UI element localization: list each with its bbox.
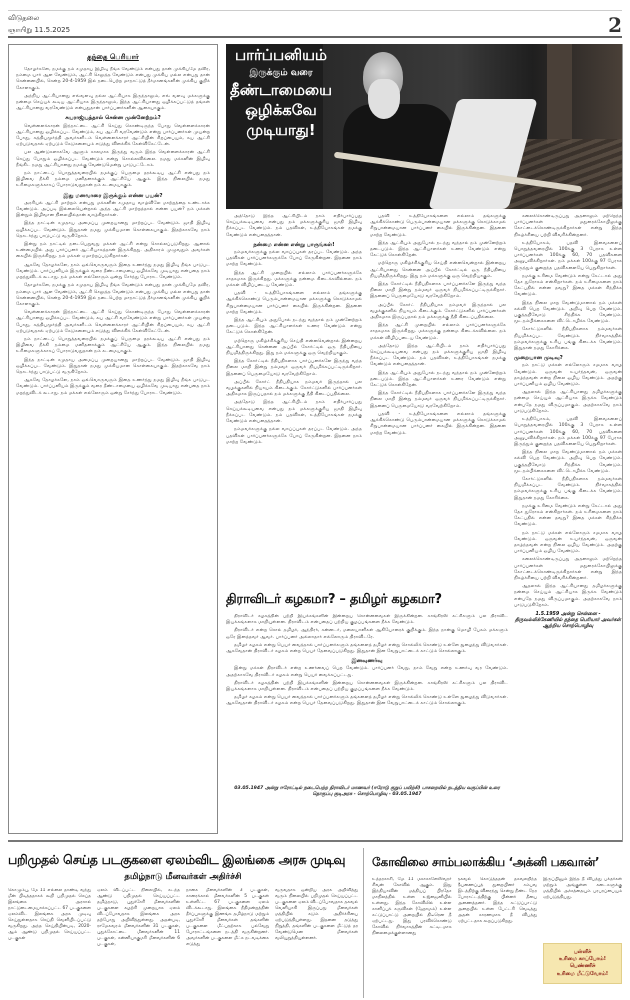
paragraph: இந்த கோர்ட்டில் நீதிபதிகளாக பார்ப்பனர்களே இருந்து வந்த நிலை மாறி இன்று நம்மவர் ஒருவர் நியமிக்கப்பட்டிருக்கிறார். இதனைப் பெருமையோடு வரவேற்கிறோம். [226,359,362,377]
paragraph: இந்த கோர்ட்டில் நீதிபதிகளாக பார்ப்பனர்களே இருந்து வந்த நிலை மாறி இன்று நம்மவர் ஒருவர் நியமிக்கப்பட்டிருக்கிறார். இதனைப் பெருமையோடு வரவேற்கிறோம். [370,391,506,409]
article-column: ஏலம் விடப்பட்ட நிலையில், கடந்த ஆண்டு பறிமுதல் செய்யப்பட்ட தமிழ்நாடு, புதுச்சேரி மீனவர்களின் படகுகளை சுழற்சி முறையாக ஏலம் விடப்போவதாக இலங்கை அரசு தற்போது அறிவித்துள்ளது. அதன்படி, ராமேசுவரம் மீனவர்களின் 31 படகுகள், புதுக்கோட்டை மீனவர்களின் 11 படகுகள், கன்னியாகுமரி மீனவர்களின் 6 படகுகள், [97,888,180,947]
paragraph: இந்த ஆட்சியும் அதுபோல் நடந்து வந்தால் நம் முன்னேற்றம் தடைபடும். இந்த ஆட்சியாளர்கள் உணர வேண்டும் என்று கேட்டுக் கொள்கிறேன். [370,240,506,259]
paragraph: இன்று நம் நாட்டில் நடைபெறுவது மக்கள் ஆட்சி என்று சொல்லப்படுகிறது. ஆனால் உண்மையில் அது பார்ப்பனர் ஆட்சியாகத்தான் இருக்கிறது. அதிகாரம் முழுவதும் அவர்கள் கையில் இருக்கிறது. நம் மக்கள் ஏமாற்றப்படுகிறார்கள். [16,242,210,260]
paragraph: பதவி - உத்தியோகங்களை எல்லாம் தங்களுக்கு ஆக்கிக்கொண்டு பெரும்பான்மையான மக்களுக்கு கொடுக்காமல் சிறுபான்மையான பார்ப்பனர் கையில் இருக்கின்றன. இதனை மாற்ற வேண்டும். [226,291,362,315]
periyar-quote-box [8,44,218,834]
hero-headline-line: இருக்கும் வரை [249,67,313,78]
paragraph: இன்று மக்கள் திராவிடர் என்ற உணர்வைப் பெற வேண்டும். பார்ப்பனர் வேறு, நாம் வேறு என்ற உணர்வு வர வேண்டும். அதற்காகவே திராவிடர் கழகம் என்று பெயர் வைக்கப்பட்டது. [226,666,508,678]
hero-headline-line: பார்ப்பனியம் [234,46,328,64]
section-divider [8,840,622,842]
hero-banner [226,44,622,209]
paragraph: தமிழர் கழகம் என்று பெயர் வைத்தால் பார்ப்பனர்களும் தங்களைத் தமிழர் என்று சொல்லிக் கொண்டு உள்ளே நுழைந்து விடுவார்கள். ஆகவேதான் திராவிடர் கழகம் என்ற பெயர் தேவைப்படுகிறது. இதுதான் இன வேறுபாட்டைக் காட்டும் சொல்லாகும். [226,642,508,655]
dravidar-caption: 03.05.1947 அன்று ஈரோட்டில் நடைபெற்ற திராவிடர் மாணவர் (ஈரோடு குறுப் பயிற்சி) பாசறையில் நடத்திய வகுப்பின் உரை தொகுப்பு குடிஅரசு - சொற்பொழிவு - 03.05.1947 [234,786,500,797]
paragraph: அத்தோடு இந்த ஆட்சியிடம் நாம் எதிர்பார்ப்பது செய்யக்கூடியவை என்பது நம் மக்களுக்குரிய ஜாதி இழிவு நீக்கப்பட வேண்டும். நம் பதவிகள், உத்தியோகங்கள் நமக்கு வேண்டும் என்பதைத்தான். [226,214,362,238]
temple-headline: கோவிலை சாம்பலாக்கிய ‘அக்னி பகவான்’ [372,855,600,869]
subheading: இது மனவாரை இருக்கும் என்ன பயன்? [63,192,163,199]
paragraph: அத்தோடு இந்த ஆட்சியிடம் நாம் எதிர்பார்ப்பது செய்யக்கூடியவை என்பது நம் மக்களுக்குரிய ஜாதி இழிவு நீக்கப்பட வேண்டும். நம் பதவிகள், உத்தியோகங்கள் நமக்கு வேண்டும் என்பதைத்தான். [370,343,506,368]
paragraph: இந்த நிலை மாற வேண்டுமானால் நம் மக்கள் கல்வி பெற வேண்டும். அறிவு பெற வேண்டும். பகுத்தறிவோடு சிந்திக்க வேண்டும். மூடநம்பிக்கைகளை விட்டொழிக்க வேண்டும். [514,450,622,474]
article-column: வருவதாக ஒன்றிய அரசு அறிவித்து வரும் நிலையில் பறிமுதல் செய்யப்பட்ட படகுகளை ஏலம் விடப்போவதாக தகவல் வெளியாகி இருப்பது மீனவர்கள் மத்தியில் கடும் அதிர்ச்சியை ஏற்படுத்தியுள்ளது. இதனை தடுத்து நிறுத்தி, தங்களின் படகுகளை மீட்டுத் தர வேண்டுமென மீனவர்கள் வலியுறுத்தியுள்ளனர். [275,888,358,941]
fisher-headline: பறிமுதல் செய்த படகுகளை ஏலம்விட இலங்கை அரசு முடிவு [8,852,346,867]
paragraph: பதவி - உத்தியோகங்களை எல்லாம் தங்களுக்கு ஆக்கிக்கொண்டு பெரும்பான்மையான மக்களுக்கு கொடுக்காமல் சிறுபான்மையான பார்ப்பனர் கையில் இருக்கின்றன. இதனை மாற்ற வேண்டும். [370,214,506,238]
subheading: நன்மை என்ன என்று பாருங்கள்! [253,241,335,248]
paragraph: தமிழர் கழகம் என்று பெயர் வைத்தால் பார்ப்பனர்களும் தங்களைத் தமிழர் என்று சொல்லிக் கொண்டு உள்ளே நுழைந்து விடுவார்கள். ஆகவேதான் திராவிடர் கழகம் என்ற பெயர் தேவைப்படுகிறது. இதுதான் இன வேறுபாட்டைக் காட்டும் சொல்லாகும். [226,695,508,707]
paragraph: கோர்ட்டுகளில் நீதிபதிகளாக நம்மவர்கள் நியமிக்கப்பட வேண்டும். நிர்வாகத்தில் நம்மவர்களுக்கு உரிய பங்கு கிடைக்க வேண்டும். இதுதான் நமது கோரிக்கை. [514,476,622,501]
slogan-line: பெண்ணிச் [569,963,596,970]
paragraph: கலைக்கொண்டிருப்பது அதனாலும் மற்றெந்த பார்ப்பனர்கள் மதுரைக்கோயிலுக்கு கோட்டைக்கொண்டிருக்கிறார்கள் என்று இந்த நிகழ்ச்சியை பற்றி விவரிக்கின்றனர். [514,214,622,238]
slogan-line: பள்ளிச் [573,949,592,955]
paragraph: மற்றொரு மகிழ்ச்சிக்குரிய செய்தி என்னவென்றால் இன்றைய ஆட்சியானது சென்னை அப்பீல் கோர்ட்டில் ஒரு நீதிபதியை நியமித்திருக்கிறது. இது நம் மக்களுக்கு ஒரு வெற்றியாகும். [226,338,362,357]
paragraph: அத்தோடு இந்த ஆட்சியிடம் நாம் எதிர்பார்ப்பது செய்யக்கூடியவை என்பது நம் மக்களுக்குரிய ஜாதி இழிவு நீக்கப்பட வேண்டும். நம் பதவிகள், உத்தியோகங்கள் நமக்கு வேண்டும் என்பதைத்தான். [226,400,362,425]
paragraph: இந்த ஆட்சியும் அதுபோல் நடந்து வந்தால் நம் முன்னேற்றம் தடைபடும். இந்த ஆட்சியாளர்கள் உணர வேண்டும் என்று கேட்டுக் கொள்கிறேன். [226,318,362,336]
left-column-body [16,67,210,832]
paragraph: அப்பீல் கோர்ட் நீதிபதியாக நம்மவர் இருந்தால் பல வழக்குகளில் நியாயம் கிடைக்கும். கோர்ட்டுகளில் பார்ப்பனர்கள் அதிகமாக இருப்பதால் நம் மக்களுக்கு நீதி கிடைப்பதில்லை. [226,379,362,398]
issue-date: ஞாயிறு 11.5.2025 [8,26,71,34]
middle-column-2 [370,214,506,584]
paragraph: ஆகவே தோழர்களே, நாம் ஒவ்வொருவரும் இதை உணர்ந்து நமது இழிவு நீங்க பாடுபட வேண்டும். பார்ப்பனியம் இருக்கும் வரை தீண்டாமையை ஒழிக்கவே முடியாது என்பதை நாம் மறந்துவிடக் கூடாது. நம் மக்கள் எல்லோரும் ஒன்று சேர்ந்து போராட வேண்டும். [16,378,210,396]
slogan-box [543,943,622,984]
paragraph: ஆகவே தோழர்களே, நாம் ஒவ்வொருவரும் இதை உணர்ந்து நமது இழிவு நீங்க பாடுபட வேண்டும். பார்ப்பனியம் இருக்கும் வரை தீண்டாமையை ஒழிக்கவே முடியாது என்பதை நாம் மறந்துவிடக் கூடாது. நம் மக்கள் எல்லோரும் ஒன்று சேர்ந்து போராட வேண்டும். [16,262,210,281]
paragraph: நமக்கு உரிமை வேண்டும் என்று கேட்டால் அது தேச துரோகம் என்கிறார்கள். நம் உரிமைகளை நாம் கேட்பதில் என்ன தவறு? இதை மக்கள் சிந்திக்க வேண்டும். [514,273,622,298]
paragraph: கலைக்கொண்டிருப்பது அதனாலும் மற்றெந்த பார்ப்பனர்கள் மதுரைக்கோயிலுக்கு கோட்டைக்கொண்டிருக்கிறார்கள் என்று இந்த நிகழ்ச்சியை பற்றி விவரிக்கின்றனர். [514,557,622,581]
paragraph: நம் நாட்டைப் பொறுத்தவரையில் நமக்குப் பெருமை தரக்கூடிய ஆட்சி என்பது நம் இழிவை நீக்கி நம்மை மனிதனாக்கும் ஆட்சியே ஆகும். இந்த நிலையில் நமது உரிமைகளுக்காகப் போராடுவதுதான் நம் கடமையாகும். [16,171,210,189]
paragraph: ஆதலால் இந்த ஆட்சியானது தமிழர்களுக்கு நன்மை செய்யும் ஆட்சியாக இருக்க வேண்டும் என்பதே நமது விருப்பமாகும். அதற்காகவே நாம் பாடுபடுகிறோம். [514,390,622,414]
article-column: கொழும்பு, மே 11 எல்லை தாண்டி வந்து மீன் பிடித்ததாகக் கூறி பறிமுதல் செய்த இலங்கை அரசால் நாட்டுடைமையாக்கப்பட்ட 67 படகுகளை ஏலம்விட இலங்கை அரசு முடிவு செய்துள்ளதாக செய்தி வெளியிடப்பட்டு வருகிறது. அந்த செய்தியின்படி, 2020-ஆம் ஆண்டு பறிமுதல் செய்யப்பட்ட படகுகள் [8,888,91,941]
paragraph: நம் நாட்டு மக்கள் எல்லோரும் சமமாக வாழ வேண்டும். ஒருவன் உயர்ந்தவன், ஒருவன் தாழ்ந்தவன் என்ற நிலை ஒழிய வேண்டும். அதற்கு பார்ப்பனியம் ஒழிய வேண்டும். [514,530,622,555]
slogan-line: உரிமை மீட்டுவோம்! [556,970,609,977]
paragraph: உத்தியோகம், பதவி இவைகளைப் பொறுத்தவரையில் 100க்கு 3 பேராக உள்ள பார்ப்பனர்கள் 100க்கு 60, 70 பதவிகளை அனுபவிக்கிறார்கள். நம் மக்கள் 100க்கு 97 பேராக இருந்தும் குறைந்த பதவிகளையே பெறுகிறார்கள். [514,240,622,271]
column-border [622,44,623,842]
paragraph: திராவிடர் கழகத்தின் பற்றி இயக்கங்களின் இன்றைய சொன்னவைகள் இருக்கின்றன. காங்கிரஸ் கட்சிகளும் பல திராவிட இயக்கங்களாக மாறியுள்ளன. திராவிடம் என்பதைப் பற்றிய குழப்பங்களை நீக்க வேண்டும். [226,614,508,626]
page-number: 2 [608,13,622,37]
masthead [8,10,622,38]
middle-column-1 [226,214,362,584]
paragraph: உத்தியோகம், பதவி இவைகளைப் பொறுத்தவரையில் 100க்கு 3 பேராக உள்ள பார்ப்பனர்கள் 100க்கு 60, 70 பதவிகளை அனுபவிக்கிறார்கள். நம் மக்கள் 100க்கு 97 பேராக இருந்தும் குறைந்த பதவிகளையே பெறுகிறார்கள். [514,417,622,447]
paragraph: தோழர்களே, நமக்கு நம் சமுதாய இழிவு நீங்க வேண்டும் என்பது தான் முக்கியமே தவிர, நம்மை யார் ஆள வேண்டும், ஆட்சி செலுத்த வேண்டும் என்பது முக்கிய மல்ல என்பது தான் சென்னையில், சென்ற 20-4-1959 இல் நடைபெற்ற மாநாட்டுத் தீர்மானங்களின் முக்கிய குறிக் கோளாகும். [16,67,210,91]
paragraph: கோர்ட்டுகளில் நீதிபதிகளாக நம்மவர்கள் நியமிக்கப்பட வேண்டும். நிர்வாகத்தில் நம்மவர்களுக்கு உரிய பங்கு கிடைக்க வேண்டும். இதுதான் நமது கோரிக்கை. [514,327,622,352]
paragraph: இந்த நாட்டின் சமுதாய அமைப்பு முறையானது மாற்றப்பட வேண்டும். ஜாதி இழிவு ஒழிக்கப்பட வேண்டும். இதுதான் நமது முக்கியமான கொள்கையாகும். இதற்காகவே நாம் தொடர்ந்து பாடுபட்டு வருகிறோம். [16,221,210,239]
paragraph: நம்மவர்களுக்கு நல்ல வாய்ப்புகள் தரப்பட வேண்டும். அந்த பதவிகள் பார்ப்பனர்களுக்கே போய் சேருகின்றன. இதனை நாம் மாற்ற வேண்டும். [226,427,362,445]
right-column [514,214,622,822]
hero-headline-line: தீண்டாமையை [230,81,332,100]
dravidar-body [226,614,508,784]
paragraph: நமக்கு உரிமை வேண்டும் என்று கேட்டால் அது தேச துரோகம் என்கிறார்கள். நம் உரிமைகளை நாம் கேட்பதில் என்ன தவறு? இதை மக்கள் சிந்திக்க வேண்டும். [514,503,622,528]
speech-attribution: 1.5.1959 அன்று சென்னை - திருவல்லிக்கேணியில் தந்தை பெரியார் அவர்கள் ஆற்றிய சொற்பொழிவு [515,611,621,629]
article-column: தகவல் கொடுத்ததன் தகவலறிந்த தீயணைப்புத் துறையினர் சம்பவ இடத்திற்கு விரைந்து சென்று நீண்ட நேர போராட்டத்திற்கு பின்னர் தீயை அணைத்தனர். இந்த கட்டுப்பாட்டு அறையில் உள்ள பேட்டரி வெடித்து அதன் காரணமாக தீ விபத்து ஏற்பட்டதாக கூறப்படுகிறது. [457,877,537,924]
paragraph: ஆதலால் இந்த ஆட்சியானது தமிழர்களுக்கு நன்மை செய்யும் ஆட்சியாக இருக்க வேண்டும் என்பதே நமது விருப்பமாகும். அதற்காகவே நாம் பாடுபடுகிறோம். [514,584,622,608]
paragraph: வெள்ளைக்காரன் இந்நாட்டை ஆட்சி செய்து கொண்டிருந்த போது வெள்ளைக்காரன் ஆட்சியானது ஒழிக்கப்பட வேண்டும், சுய ஆட்சி வரவேண்டும் என்று பார்ப்பனர்கள் முயன்ற போது, சுத்தியமூர்த்தி அவர்களிடம் வெள்ளைக்காரர் ஆட்சியின் சிறப்பையும், சுய ஆட்சி ஏற்படுவதால் ஏற்படும் கேடுகளையும் எடுத்து விளக்கிக் கேள்விகேட்டேன். [16,123,210,148]
paragraph: இந்த ஆட்சியும் அதுபோல் நடந்து வந்தால் நம் முன்னேற்றம் தடைபடும். இந்த ஆட்சியாளர்கள் உணர வேண்டும் என்று கேட்டுக் கொள்கிறேன். [370,370,506,389]
paragraph: அந்நிய ஆட்சியானது எவ்வளவு நல்ல ஆட்சியாக இருந்தாலும், எவ் வளவு மக்களுக்கு நன்மை செய்யக் கூடிய ஆட்சியாக இருந்தாலும், இந்த ஆட்சியானது ஒழிக்கப்பட்டுத் தங்கள் ஆட்சியானது வரவேண்டும் என்பதுதான் பார்ப்பனர்களின் ஆசையாகும். [16,93,210,112]
paragraph: மற்றொரு மகிழ்ச்சிக்குரிய செய்தி என்னவென்றால் இன்றைய ஆட்சியானது சென்னை அப்பீல் கோர்ட்டில் ஒரு நீதிபதியை நியமித்திருக்கிறது. இது நம் மக்களுக்கு ஒரு வெற்றியாகும். [370,261,506,279]
article-column: நாகை மீனவர்களின் 3 படகுகள், காரைக்கால் மீனவர்களின் 5 படகுகள் உள்ளிட்ட 67 படகுகளை ஏலம் விடக்கூடாது. இலங்கை நீதிமன்றத்தின் தீர்ப்புகளுக்கு இணங்க தமிழ்நாடு மற்றும் புதுச்சேரி மீனவர்கள் தங்களின் படகுகளை மீட்பதற்காக பல்வேறு போராட்டங்களை நடத்தி வருகின்றனர். அவர்களின் படகுகளை மீட்க நடவடிக்கை எடுத்து [186,888,269,947]
paragraph: இந்த கோர்ட்டில் நீதிபதிகளாக பார்ப்பனர்களே இருந்து வந்த நிலை மாறி இன்று நம்மவர் ஒருவர் நியமிக்கப்பட்டிருக்கிறார். இதனைப் பெருமையோடு வரவேற்கிறோம். [370,282,506,300]
paragraph: இந்த நிலை மாற வேண்டுமானால் நம் மக்கள் கல்வி பெற வேண்டும். அறிவு பெற வேண்டும். பகுத்தறிவோடு சிந்திக்க வேண்டும். மூடநம்பிக்கைகளை விட்டொழிக்க வேண்டும். [514,300,622,325]
paragraph: திராவிடர் கழகத்தின் பற்றி இயக்கங்களின் இன்றைய சொன்னவைகள் இருக்கின்றன. காங்கிரஸ் கட்சிகளும் பல திராவிட இயக்கங்களாக மாறியுள்ளன. திராவிடம் என்பதைப் பற்றிய குழப்பங்களை நீக்க வேண்டும். [226,680,508,693]
subheading: முறையான முடிவு? [514,355,563,362]
paragraph: பல ஆண்டுகளாகவே ஆளும் காலமாக இருந்து வரும் இந்த வெள்ளைக்காரன் ஆட்சி செய்து போதும் ஒழிக்கப்பட வேண்டும் என்று சொல்லவில்லை. நமது மக்களின் இழிவு நீங்கிட நமது ஆட்சியானது நமக்கு வேண்டுமென்று பாடுபட்டோம். [16,150,210,168]
subheading: இனவுணர்வு [351,658,383,665]
paragraph: அப்பீல் கோர்ட் நீதிபதியாக நம்மவர் இருந்தால் பல வழக்குகளில் நியாயம் கிடைக்கும். கோர்ட்டுகளில் பார்ப்பனர்கள் அதிகமாக இருப்பதால் நம் மக்களுக்கு நீதி கிடைப்பதில்லை. [370,302,506,321]
article-column: இருப்பினும் இந்த தீ விபத்து பக்தர்கள் மற்றும் அங்குள்ள கடைகளுக்கு மத்தியில் அச்சத்தையும் பரபரப்பையும் ஏற்படுத்தியது. [543,877,622,900]
hero-headline-line: ஒழிக்கவே [245,100,317,119]
paragraph: இந்த ஆட்சி முறையில் எல்லாம் பார்ப்பனர்களுக்கே சாதகமாக இருக்கிறது. மக்களுக்கு நன்மை கிடைக்கவில்லை. நம் மக்கள் விழிப்படைய வேண்டும். [226,270,362,289]
periyar-photo [323,44,622,209]
paragraph: தோழர்களே, நமக்கு நம் சமுதாய இழிவு நீங்க வேண்டும் என்பது தான் முக்கியமே தவிர, நம்மை யார் ஆள வேண்டும், ஆட்சி செலுத்த வேண்டும் என்பது முக்கிய மல்ல என்பது தான் சென்னையில், சென்ற 20-4-1959 இல் நடைபெற்ற மாநாட்டுத் தீர்மானங்களின் முக்கிய குறிக் கோளாகும். [16,283,210,307]
hero-headline-line: முடியாது! [246,120,316,139]
temple-article [372,877,537,997]
paragraph: பதவி - உத்தியோகங்களை எல்லாம் தங்களுக்கு ஆக்கிக்கொண்டு பெரும்பான்மையான மக்களுக்கு கொடுக்காமல் சிறுபான்மையான பார்ப்பனர் கையில் இருக்கின்றன. இதனை மாற்ற வேண்டும். [370,411,506,436]
paragraph: நம் நாட்டு மக்கள் எல்லோரும் சமமாக வாழ வேண்டும். ஒருவன் உயர்ந்தவன், ஒருவன் தாழ்ந்தவன் என்ற நிலை ஒழிய வேண்டும். அதற்கு பார்ப்பனியம் ஒழிய வேண்டும். [514,363,622,388]
temple-side [543,877,622,997]
dravidar-headline: திராவிடர் கழகமா? – தமிழர் கழகமா? [226,592,442,607]
fisher-subheadline: தமிழ்நாடு மீனவர்கள் அதிர்ச்சி [124,872,242,882]
left-column-title: தந்தை பெரியார் [87,53,139,61]
middle-article [226,214,506,584]
newspaper-name: விடுதலை [8,14,40,22]
paragraph: நம் நாட்டைப் பொறுத்தவரையில் நமக்குப் பெருமை தரக்கூடிய ஆட்சி என்பது நம் இழிவை நீக்கி நம்மை மனிதனாக்கும் ஆட்சியே ஆகும். இந்த நிலையில் நமது உரிமைகளுக்காகப் போராடுவதுதான் நம் கடமையாகும். [16,336,210,355]
subheading: சுயராஜ்யத்தால் சென்ன முன்னேற்றம்? [65,115,161,122]
paragraph: நம்மவர்களுக்கு நல்ல வாய்ப்புகள் தரப்பட வேண்டும். அந்த பதவிகள் பார்ப்பனர்களுக்கே போய் சேருகின்றன. இதனை நாம் மாற்ற வேண்டும். [226,250,362,268]
slogan-line: உரிமை காப்போம்! [559,956,606,963]
dravidar-article [226,614,508,810]
hero-headline [226,44,336,209]
paragraph: வெள்ளைக்காரன் இந்நாட்டை ஆட்சி செய்து கொண்டிருந்த போது வெள்ளைக்காரன் ஆட்சியானது ஒழிக்கப்பட வேண்டும், சுய ஆட்சி வரவேண்டும் என்று பார்ப்பனர்கள் முயன்ற போது, சுத்தியமூர்த்தி அவர்களிடம் வெள்ளைக்காரர் ஆட்சியின் சிறப்பையும், சுய ஆட்சி ஏற்படுவதால் ஏற்படும் கேடுகளையும் எடுத்து விளக்கிக் கேள்விகேட்டேன். [16,310,210,334]
paragraph: இந்த ஆட்சி முறையில் எல்லாம் பார்ப்பனர்களுக்கே சாதகமாக இருக்கிறது. மக்களுக்கு நன்மை கிடைக்கவில்லை. நம் மக்கள் விழிப்படைய வேண்டும். [370,323,506,341]
article-column: உத்தரகாசி, மே 11 மகாகாளேஸ்வரர் சிவன் கோவில் ஆகும். இது இந்தியாவின் மத்தியப் பிரதேச மாநிலத்தில் உள்ள உஜ்ஜைனியில் உள்ளது. இந்த கோவிலில் உள்ள காளிப்புக் கருவிகள் (ஹோமம்) உள்ள கட்டுப்பாட்டு அறையில் திடீரென தீ ஏற்பட்டது. இது பரவிக்கொண்டு கோவில் நிர்வாகத்தின் கட்டிடமாக நிலைமைக்குள்ளானது [372,877,452,936]
fisher-article [8,888,358,996]
paragraph: இந்த நாட்டின் சமுதாய அமைப்பு முறையானது மாற்றப்பட வேண்டும். ஜாதி இழிவு ஒழிக்கப்பட வேண்டும். இதுதான் நமது முக்கியமான கொள்கையாகும். இதற்காகவே நாம் தொடர்ந்து பாடுபட்டு வருகிறோம். [16,357,210,375]
paragraph: திராவிடர் என்ற சொல் தமிழர், ஆந்திரர், கன்னடர், மலையாளிகள் ஆகியோரைக் குறிக்கும். இந்த நான்கு மொழி பேசும் மக்களும் ஒரே இனத்தவர் ஆவர். பார்ப்பனர் அல்லாதார் எல்லோரும் திராவிடரே. [226,628,508,640]
paragraph: அரசியல் ஆட்சி மாற்றம் என்பது மக்களின் சமுதாய வாழ்விலே மாற்றத்தை உண்டாக்க வேண்டும். அப்படி இல்லையென்றால் அந்த ஆட்சி மாற்றத்தால் என்ன பயன்? நம் மக்கள் இன்றும் இழிவான நிலையில்தான் வாழ்கிறார்கள். [16,200,210,219]
column-rule [363,848,364,998]
